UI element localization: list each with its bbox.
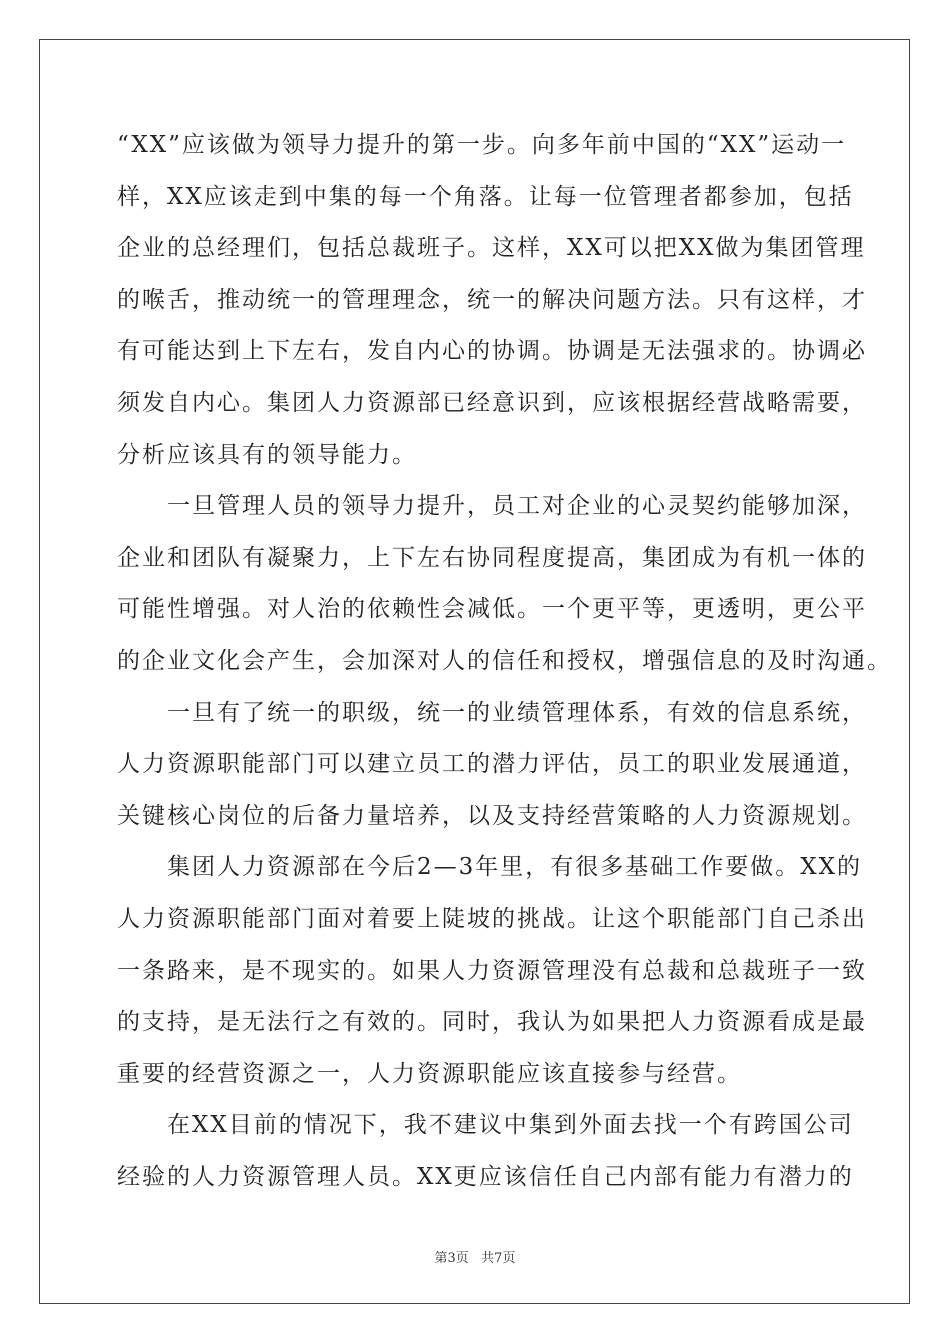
text-line: “XX”应该做为领导力提升的第一步。向多年前中国的“XX”运动一 — [117, 132, 847, 158]
paragraph-first-line: 一旦管理人员的领导力提升，员工对企业的心灵契约能够加深， — [167, 493, 867, 520]
text-line: 一条路来，是不现实的。如果人力资源管理没有总裁和总裁班子一致 — [117, 957, 867, 984]
text-line: 重要的经营资源之一，人力资源职能应该直接参与经营。 — [117, 1060, 742, 1087]
text-line: 的企业文化会产生，会加深对人的信任和授权，增强信息的及时沟通。 — [117, 647, 892, 674]
document-body — [117, 127, 892, 1210]
paragraph-first-line: 一旦有了统一的职级，统一的业绩管理体系，有效的信息系统， — [167, 699, 867, 726]
text-line: 企业的总经理们，包括总裁班子。这样，XX可以把XX做为集团管理 — [117, 235, 866, 262]
text-line: 关键核心岗位的后备力量培养，以及支持经营策略的人力资源规划。 — [117, 802, 867, 829]
text-line: 样，XX应该走到中集的每一个角落。让每一位管理者都参加，包括 — [117, 183, 854, 210]
text-line: 经验的人力资源管理人员。XX更应该信任自己内部有能力有潜力的 — [117, 1163, 854, 1190]
paragraph-first-line: 集团人力资源部在今后2—3年里，有很多基础工作要做。XX的 — [167, 854, 863, 881]
page-number: 第3页 共7页 — [434, 1251, 516, 1266]
text-line: 人力资源职能部门面对着要上陡坡的挑战。让这个职能部门自己杀出 — [117, 905, 867, 932]
text-line: 有可能达到上下左右，发自内心的协调。协调是无法强求的。协调必 — [117, 338, 867, 365]
text-line: 分析应该具有的领导能力。 — [117, 441, 417, 468]
text-line: 的喉舌，推动统一的管理理念，统一的解决问题方法。只有这样，才 — [117, 286, 867, 313]
paragraph-first-line: 在XX目前的情况下，我不建议中集到外面去找一个有跨国公司 — [167, 1112, 854, 1139]
text-line: 人力资源职能部门可以建立员工的潜力评估，员工的职业发展通道， — [117, 751, 867, 778]
text-line: 可能性增强。对人治的依赖性会减低。一个更平等，更透明，更公平 — [117, 596, 867, 623]
text-line: 的支持，是无法行之有效的。同时，我认为如果把人力资源看成是最 — [117, 1009, 867, 1036]
text-line: 企业和团队有凝聚力，上下左右协同程度提高，集团成为有机一体的 — [117, 544, 867, 571]
text-line: 须发自内心。集团人力资源部已经意识到，应该根据经营战略需要， — [117, 389, 867, 416]
